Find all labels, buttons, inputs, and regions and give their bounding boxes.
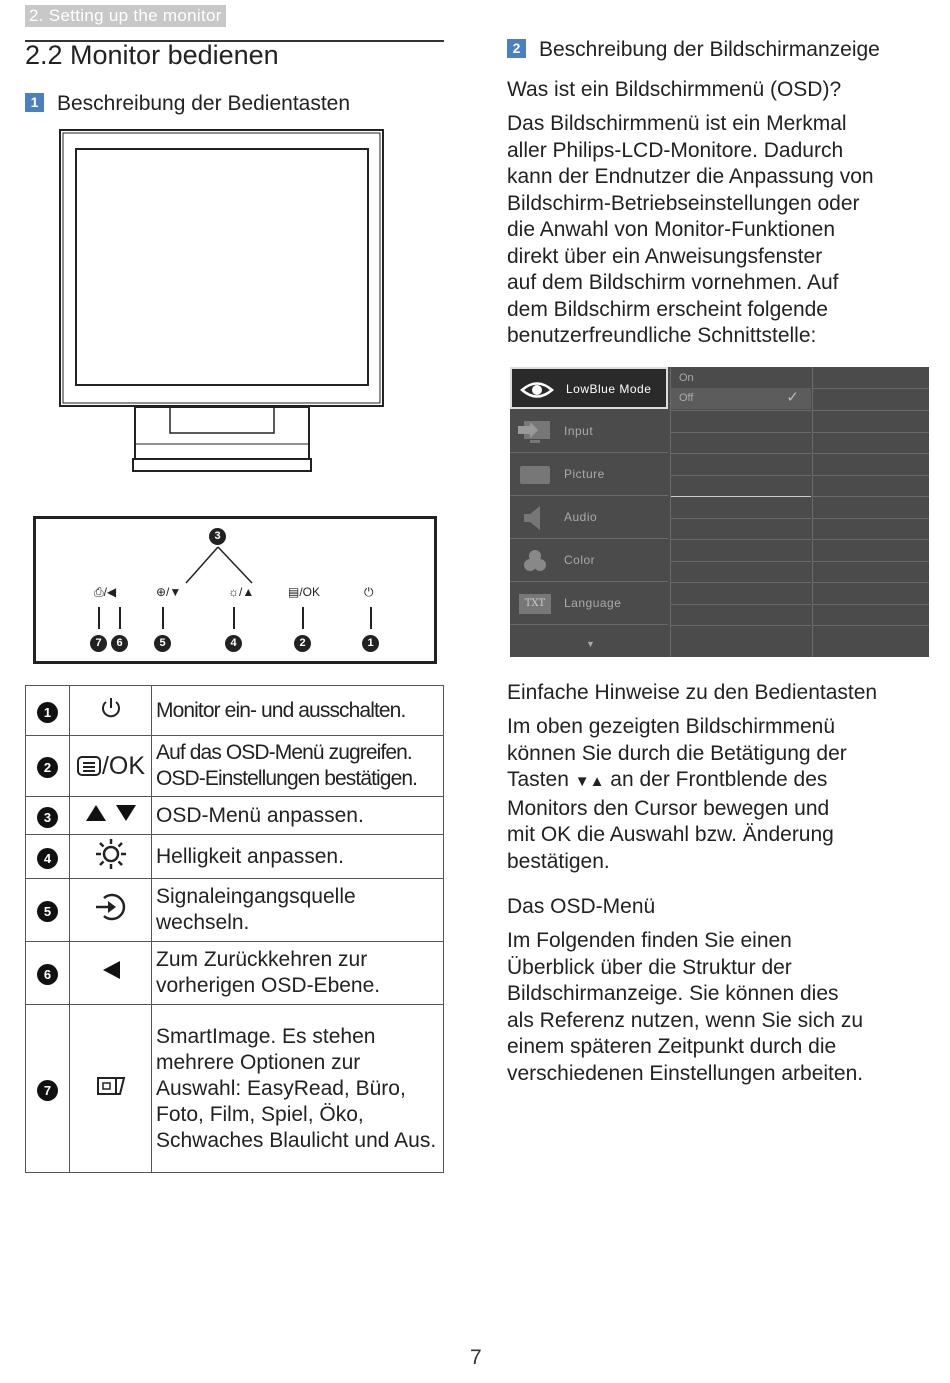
eye-icon <box>520 377 554 403</box>
section-tag: 2. Setting up the monitor <box>25 5 226 27</box>
page-number: 7 <box>470 1346 482 1369</box>
brightness-icon <box>70 835 152 879</box>
osd-item-picture: Picture <box>510 454 668 496</box>
osd-submenu-column <box>812 367 929 657</box>
row-number: 5 <box>26 879 70 942</box>
callout-tick <box>162 607 164 629</box>
osd-item-language: TXT Language <box>510 583 668 625</box>
row-number: 2 <box>26 736 70 797</box>
row-number: 1 <box>26 686 70 736</box>
table-row <box>26 686 444 736</box>
subheading-osd-label: Beschreibung der Bildschirmanzeige <box>539 38 880 61</box>
osd-options-column <box>670 367 811 657</box>
row-text: Signaleingangsquelle wechseln. <box>152 879 444 942</box>
svg-text:TXT: TXT <box>524 598 546 609</box>
table-row <box>26 835 444 879</box>
smartimage-back-button[interactable]: ⎙/◀ <box>94 585 117 599</box>
row-text: Helligkeit anpassen. <box>152 835 444 879</box>
subheading-buttons <box>25 92 350 116</box>
callout-tick <box>233 607 235 629</box>
monitor-illustration <box>55 126 390 476</box>
language-icon <box>518 591 552 617</box>
osd-item-input: Input <box>510 411 668 453</box>
brightness-up-button[interactable]: ☼/▲ <box>228 585 255 599</box>
section-number-badge: 1 <box>25 93 44 112</box>
table-row <box>26 1005 444 1173</box>
osd-item-lowblue: LowBlue Mode <box>510 367 668 409</box>
callout-4: 4 <box>225 635 242 652</box>
callout-1: 1 <box>362 635 379 652</box>
hints-heading: Einfache Hinweise zu den Bedientasten <box>507 681 878 704</box>
callout-tick <box>98 607 100 629</box>
section-number-badge: 2 <box>507 39 526 58</box>
callout-tick <box>302 607 304 629</box>
input-icon <box>518 419 552 445</box>
power-button[interactable]: ⏻ <box>364 585 374 599</box>
input-source-icon <box>70 879 152 942</box>
speaker-icon <box>518 505 552 531</box>
table-row <box>26 736 444 797</box>
callout-5: 5 <box>154 635 171 652</box>
callout-2: 2 <box>294 635 311 652</box>
callout-3: 3 <box>209 528 226 545</box>
color-icon <box>518 548 552 574</box>
power-icon <box>70 686 152 736</box>
row-text: OSD-Menü anpassen. <box>152 797 444 835</box>
osd-option-on: On <box>679 372 694 384</box>
back-arrow-icon <box>70 942 152 1005</box>
osd-item-audio: Audio <box>510 497 668 539</box>
row-text: SmartImage. Es stehen mehrere Optionen zur Auswahl: EasyRead, Büro, Foto, Film, Spiel, Öko, Schwaches Blaulicht und Aus. <box>152 1005 444 1173</box>
up-down-arrows-icon <box>70 797 152 835</box>
callout-7: 7 <box>90 635 107 652</box>
osd-option-off: Off <box>679 392 694 404</box>
down-up-arrows-icon: ▼▲ <box>574 773 605 790</box>
callout-tick <box>370 607 372 629</box>
table-row <box>26 797 444 835</box>
hints-paragraph: Im oben gezeigten Bildschirmmenü können Sie durch die Betätigung der Tasten ▼▲ an der Frontblende des Monitors den Cursor bewegen und mit OK die Auswahl bzw. Änderung bestätigen. <box>507 715 847 873</box>
picture-icon <box>518 462 552 488</box>
smartimage-icon <box>70 1005 152 1173</box>
row-number: 6 <box>26 942 70 1005</box>
row-number: 4 <box>26 835 70 879</box>
osd-menu-screenshot <box>510 367 929 657</box>
subheading-osd <box>507 38 880 62</box>
page-title: 2.2 Monitor bedienen <box>25 40 279 70</box>
row-text: Monitor ein- und ausschalten. <box>152 686 444 736</box>
table-row <box>26 942 444 1005</box>
row-number: 3 <box>26 797 70 835</box>
table-row <box>26 879 444 942</box>
menu-ok-button[interactable]: ▤/OK <box>288 585 321 599</box>
input-down-button[interactable]: ⊕/▼ <box>156 585 182 599</box>
osd-item-color: Color <box>510 540 668 582</box>
osd-menu-heading: Das OSD-Menü <box>507 895 656 918</box>
scroll-down-icon: ▼ <box>586 639 595 649</box>
callout-6: 6 <box>111 635 128 652</box>
row-text: Auf das OSD-Menü zugreifen. OSD-Einstellungen bestätigen. <box>152 736 444 797</box>
osd-menu-paragraph: Im Folgenden finden Sie einen Überblick über die Struktur der Bildschirmanzeige. Sie können dies als Referenz nutzen, wenn Sie sich zu einem späteren Zeitpunkt durch die verschiedenen Einstellungen arbeiten. <box>507 929 864 1085</box>
button-description-table <box>25 685 444 1173</box>
osd-question-heading: Was ist ein Bildschirmmenü (OSD)? <box>507 78 842 101</box>
row-number: 7 <box>26 1005 70 1173</box>
subheading-buttons-label: Beschreibung der Bedientasten <box>57 92 351 115</box>
osd-intro-paragraph: Das Bildschirmmenü ist ein Merkmal aller Philips-LCD-Monitore. Dadurch kann der Endnutzer die Anpassung von Bildschirm-Betriebseinstellungen oder die Anwahl von Monitor-Funktionen direkt über ein Anweisungsfenster auf dem Bildschirm vornehmen. Auf dem Bildschirm erscheint folgende benutzerfreundliche Schnittstelle: <box>507 112 874 347</box>
menu-ok-icon: /OK <box>70 736 152 797</box>
row-text: Zum Zurückkehren zur vorherigen OSD-Ebene. <box>152 942 444 1005</box>
front-buttons-panel <box>33 516 437 664</box>
checkmark-icon: ✓ <box>786 389 799 406</box>
callout-tick <box>119 607 121 629</box>
